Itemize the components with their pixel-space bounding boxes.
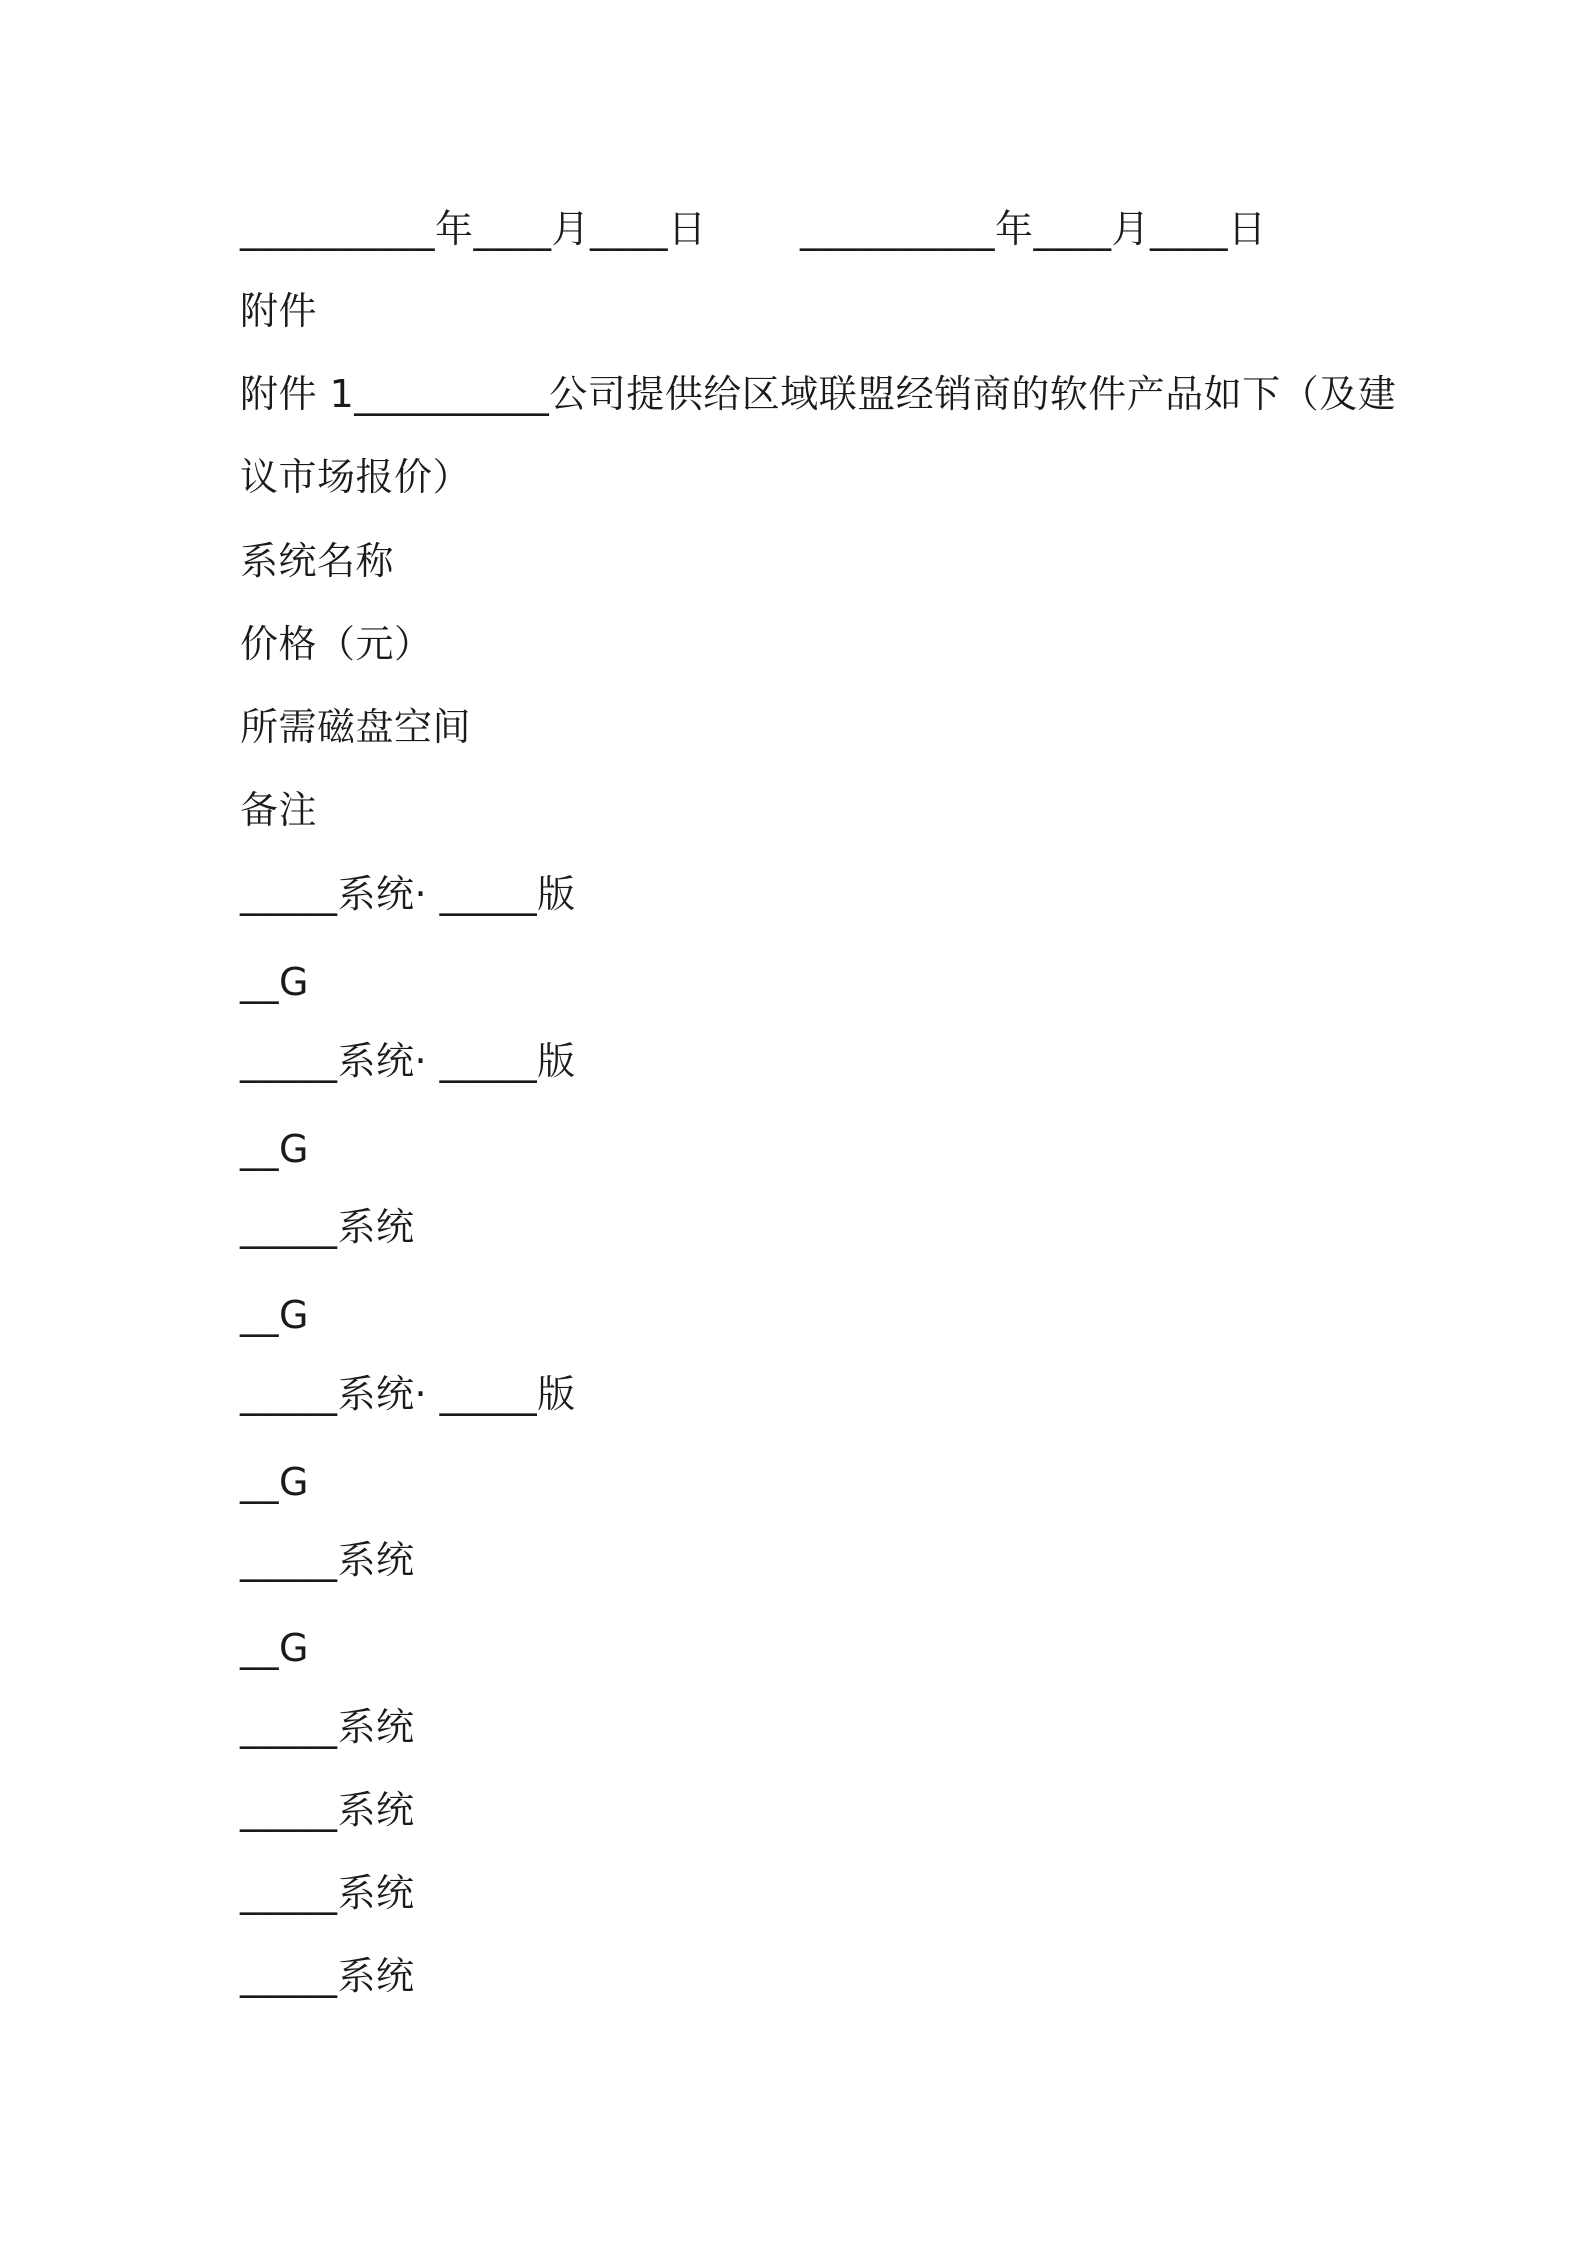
- product-line: _____系统· _____版: [240, 1372, 576, 1416]
- signature-date-right: __________年____月____日: [800, 207, 1267, 251]
- disk-size-line: __G: [240, 1293, 309, 1337]
- column-system-name: 系统名称: [240, 539, 395, 583]
- product-line: _____系统· _____版: [240, 872, 576, 916]
- disk-size-line: __G: [240, 1127, 309, 1171]
- disk-size-line: __G: [240, 1460, 309, 1504]
- column-remarks: 备注: [240, 788, 318, 832]
- attachment-heading: 附件: [240, 289, 318, 333]
- disk-size-line: __G: [240, 1626, 309, 1670]
- disk-size-line: __G: [240, 960, 309, 1004]
- product-line: _____系统: [240, 1205, 415, 1249]
- attachment-1-title-continued: 议市场报价）: [240, 455, 472, 499]
- column-price: 价格（元）: [240, 622, 433, 666]
- product-line: _____系统: [240, 1705, 415, 1749]
- product-line: _____系统: [240, 1954, 415, 1998]
- product-line: _____系统· _____版: [240, 1039, 576, 1083]
- product-line: _____系统: [240, 1538, 415, 1582]
- attachment-1-title: 附件 1__________公司提供给区域联盟经销商的软件产品如下（及建: [240, 372, 1397, 416]
- product-line: _____系统: [240, 1788, 415, 1832]
- product-line: _____系统: [240, 1871, 415, 1915]
- signature-date-left: __________年____月____日: [240, 207, 707, 251]
- column-disk-space: 所需磁盘空间: [240, 705, 472, 749]
